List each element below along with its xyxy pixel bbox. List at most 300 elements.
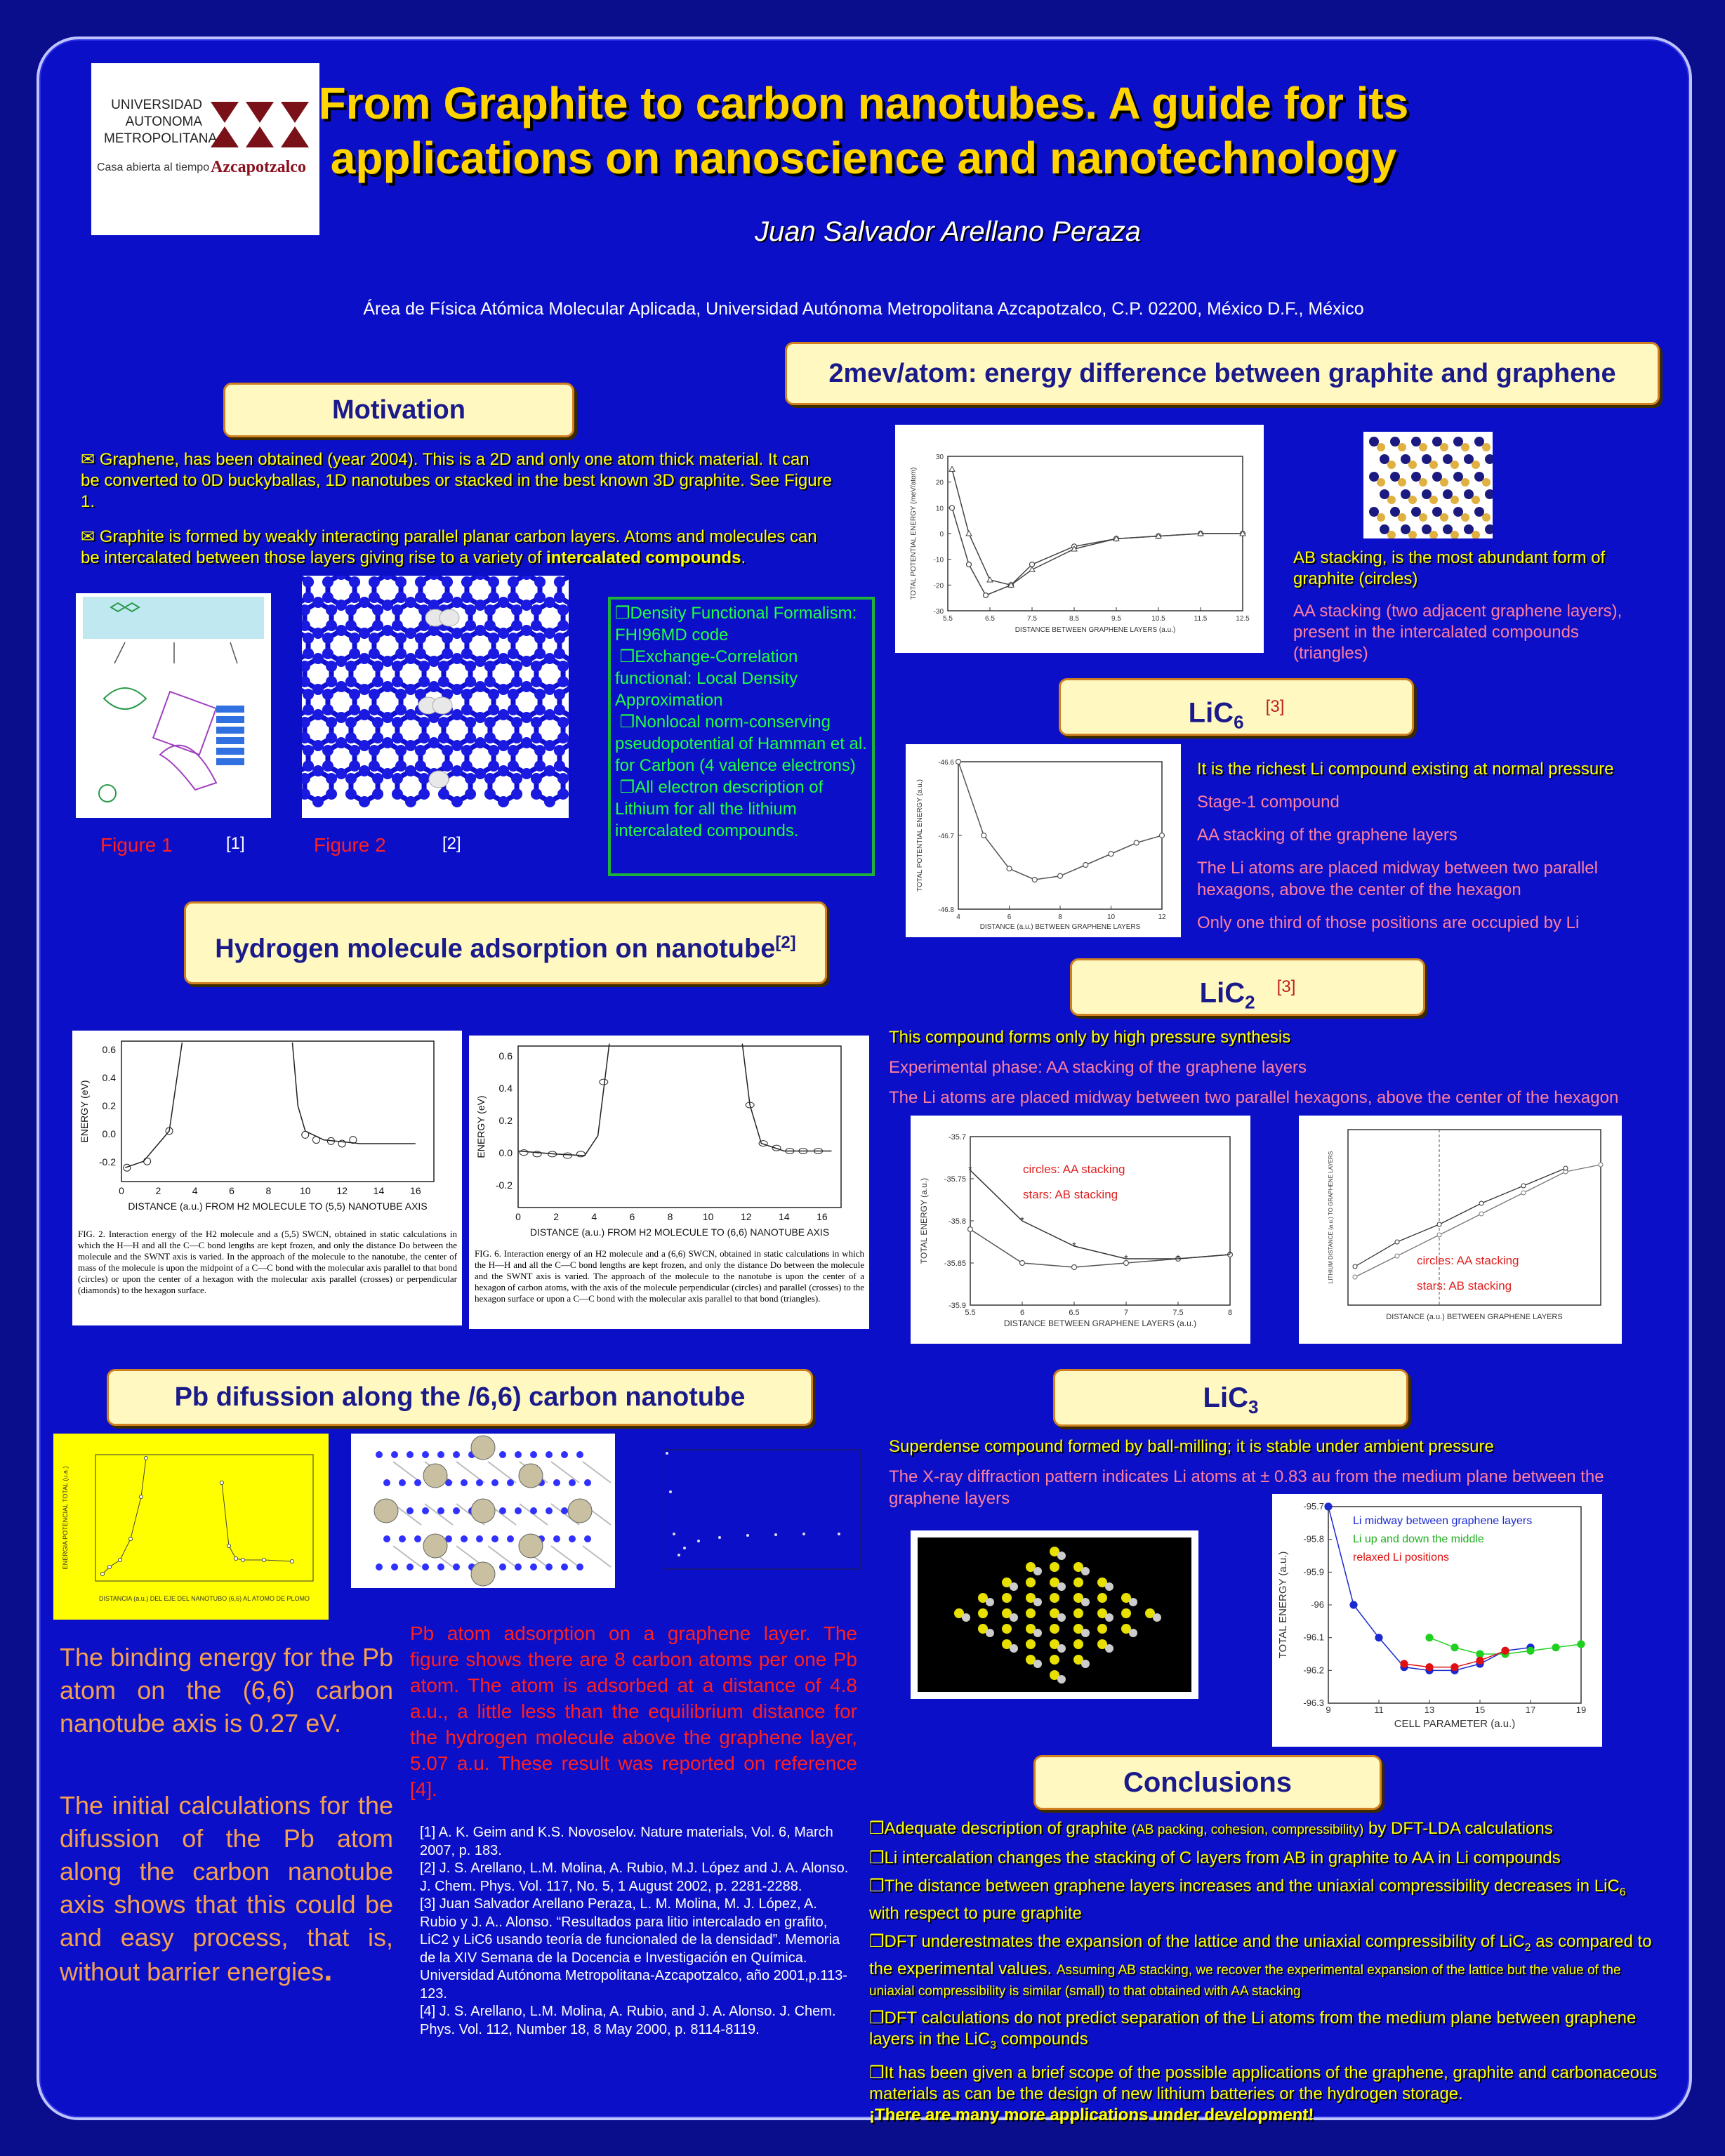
carbon-atom-layer-b [1450,461,1459,469]
tick-label: 15 [1474,1705,1486,1715]
tick-label: -10 [933,556,944,564]
checkbox-icon: ❒ [869,2063,885,2083]
carbon-atom [405,709,416,720]
carbon-atom [322,648,333,659]
data-point [1134,840,1139,845]
data-point [1375,1634,1382,1641]
carbon-atom [428,681,439,692]
carbon-atom [461,704,472,715]
conclusion-5-end: compounds [996,2029,1088,2049]
lithium-atom [1057,1675,1066,1684]
carbon-atom [372,620,383,631]
data-point [1401,1660,1408,1667]
data-point [1599,1163,1603,1167]
carbon-atom [428,625,439,636]
data-point [1451,1644,1458,1651]
carbon-atom-layer-b [1440,513,1448,522]
data-point [227,1545,231,1548]
y-axis-label: TOTAL ENERGY (a.u.) [1277,1551,1289,1659]
series-line [103,1458,146,1574]
y-axis-label: ENERGIA POTENCIAL TOTAL (u.a.) [62,1466,69,1570]
carbon-atom [392,620,403,631]
tick-label: 10.5 [1151,615,1165,623]
checkbox-icon: ❒ [869,2008,885,2028]
carbon-atom [453,1451,460,1458]
lithium-atom [1033,1567,1042,1575]
carbon-atom [544,653,555,664]
envelope-icon: ✉ [81,527,100,546]
carbon-atom [1050,1562,1059,1572]
carbon-atom [534,760,546,772]
tick-label: 5.5 [965,1309,976,1317]
lic6-heading-text: LiC [1188,697,1234,729]
carbon-atom [453,1563,460,1570]
carbon-atom [511,620,522,631]
plot-frame [958,762,1162,909]
carbon-atom [498,653,509,664]
carbon-atom [521,625,532,636]
university-logo [91,63,319,235]
carbon-atom [369,704,380,715]
carbon-atom [345,604,357,616]
carbon-atom [451,628,463,639]
carbon-atom [507,1535,514,1542]
carbon-atom [349,689,360,700]
carbon-atom [499,1451,506,1458]
carbon-atom-layer-b [1419,443,1427,451]
hydrogen-heading [184,901,827,984]
carbon-atom [437,1507,444,1514]
lithium-atom [1057,1582,1066,1591]
carbon-atom [554,760,565,772]
carbon-atom-layer-b [1461,478,1469,487]
data-point [263,1559,266,1562]
carbon-atom [488,760,499,772]
carbon-atom [442,576,453,588]
lic2-line3: The Li atoms are placed midway between two parallel hexagons, above the center of the hexagon [889,1088,1619,1107]
checkbox-icon: ❒ [615,713,635,732]
carbon-atom [498,796,509,807]
carbon-atom [534,745,546,756]
carbon-atom [369,633,380,644]
lithium-atom [1010,1613,1018,1622]
lithium-atom [1081,1629,1090,1637]
carbon-atom [561,1563,568,1570]
carbon-atom [369,648,380,659]
carbon-atom [303,648,314,659]
hydrogen-figure-b [469,1036,869,1329]
carbon-atom [531,773,542,784]
logo-campus: Azcapotzalco [211,158,306,176]
carbon-atom [437,1451,444,1458]
carbon-atom [475,656,486,667]
lic6-text [1197,758,1674,934]
carbon-atom [405,740,416,751]
carbon-atom [488,704,499,715]
motivation-bullet1-text: Graphene, has been obtained (year 2004). This is a 2D and only one atom thick material. It can be converted to 0D buckyballas, 1D nanotubes or stacked in the best known 3D graphite. See Figure 1. [81,450,832,511]
carbon-atom [484,732,496,743]
carbon-atom [438,732,449,743]
carbon-atom [382,681,393,692]
carbon-atom [1002,1624,1012,1634]
conclusion-3 [869,1876,1659,1924]
carbon-atom [484,604,496,616]
pb-structure-image [351,1434,615,1588]
lead-atom [568,1499,592,1523]
carbon-atom [531,620,542,631]
tick-label: -46.6 [938,759,954,767]
carbon-atom [544,765,555,776]
carbon-atom [1073,1578,1083,1587]
carbon-atom [461,1479,468,1486]
carbon-atom-layer-b [1387,461,1396,469]
carbon-atom [530,1451,537,1458]
carbon-atom [465,604,476,616]
conclusion-6-bold: ¡There are many more applications under development! [869,2105,1314,2125]
data-point [1058,873,1063,878]
data-point [600,1079,608,1085]
carbon-atom [1002,1593,1012,1603]
data-point [1552,1644,1559,1651]
tick-label: 7 [1123,1309,1129,1317]
lead-atom [423,1464,447,1488]
carbon-atom [530,1563,537,1570]
carbon-atom [326,676,337,687]
data-point [563,1153,571,1158]
carbon-atom-layer-b [1398,443,1406,451]
data-point [129,1537,133,1541]
legend-stars: stars: AB stacking [1023,1188,1118,1201]
lic3-heading [1053,1369,1408,1427]
carbon-atom [395,760,407,772]
carbon-atom-layer-b [1440,478,1448,487]
carbon-atom [322,633,333,644]
data-point [520,1150,528,1156]
lithium-atom [962,1613,970,1622]
series-line [1355,1168,1566,1267]
carbon-atom [442,745,453,756]
carbon-atom [475,600,486,611]
carbon-atom [576,1563,583,1570]
tick-label: 11 [1374,1705,1384,1715]
carbon-atom [531,676,542,687]
carbon-atom [418,732,430,743]
data-point: * [1228,1248,1232,1259]
carbon-atom [345,717,357,728]
lithium-atom [1010,1582,1018,1591]
lead-atom [519,1464,543,1488]
data-point [673,1533,675,1535]
tick-label: -35.85 [944,1259,966,1268]
carbon-atom [569,1535,576,1542]
data-point [683,1547,686,1549]
carbon-atom [418,717,430,728]
lic6-heading-sub: 6 [1234,711,1244,733]
data-point [666,1452,668,1455]
tick-label: 6 [1019,1309,1025,1317]
carbon-atom [372,717,383,728]
carbon-atom [395,745,407,756]
lithium-atom [1033,1598,1042,1606]
carbon-atom [531,661,542,672]
graphite-energy-plot [895,425,1264,653]
carbon-atom [1050,1624,1059,1634]
carbon-atom [484,788,496,800]
logo-line2: AUTONOMA [125,114,202,129]
carbon-atom [303,745,314,756]
data-point [1521,1191,1526,1195]
carbon-atom [326,604,337,616]
carbon-atom [554,592,565,603]
carbon-atom [405,765,416,776]
tick-label: 0.4 [498,1082,513,1094]
hydrogen-atom [429,771,449,788]
carbon-atom [418,661,430,672]
data-point [697,1540,700,1542]
hydrogen-atom [432,697,452,714]
figure1-label: Figure 1 [100,834,173,856]
carbon-atom [383,1535,390,1542]
carbon-atom [557,604,569,616]
motivation-heading: Motivation [223,383,574,437]
carbon-atom-layer-b [1482,443,1491,451]
data-point [838,1533,840,1535]
tick-label: 17 [1525,1705,1536,1715]
carbon-atom [345,620,357,631]
data-point [1109,852,1113,857]
carbon-atom [1026,1608,1036,1618]
carbon-atom [1121,1608,1131,1618]
carbon-atom [312,740,324,751]
carbon-atom [576,1451,583,1458]
motivation-bullet2 [81,527,832,569]
carbon-atom [407,1563,414,1570]
carbon-atom [498,765,509,776]
lithium-atom [1033,1660,1042,1668]
carbon-atom-layer-b [1450,496,1459,504]
tick-label: -0.2 [495,1179,513,1191]
lic2-energy-plot [911,1116,1250,1344]
carbon-atom [511,773,522,784]
conclusion-1-small: (AB packing, cohesion, compressibility) [1131,1823,1364,1837]
carbon-atom [451,765,463,776]
y-axis-label: ENERGY (eV) [79,1080,90,1143]
carbon-atom [511,676,522,687]
carbon-atom [511,788,522,800]
data-point [949,466,955,471]
carbon-atom [392,661,403,672]
carbon-atom [461,745,472,756]
data-point [1564,1166,1568,1170]
carbon-atom [369,760,380,772]
lithium-atom [1105,1613,1113,1622]
lithium-atom [1033,1629,1042,1637]
carbon-atom [442,633,453,644]
lic3-heading-sub: 3 [1248,1396,1259,1417]
carbon-atom [534,576,546,588]
carbon-atom [484,773,496,784]
graphite-heading: 2mev/atom: energy difference between graphite and graphene [785,342,1660,405]
x-axis-label: CELL PARAMETER (a.u.) [1394,1718,1516,1730]
data-point [987,577,993,582]
carbon-atom [405,796,416,807]
carbon-atom [359,597,370,608]
lic2-ref: [3] [1276,977,1296,996]
series-line [958,762,1162,880]
data-point [576,1151,585,1157]
lead-atom [471,1436,495,1460]
carbon-atom [312,628,324,639]
lithium-atom [1057,1644,1066,1653]
carbon-atom [349,704,360,715]
data-point [1020,1261,1025,1266]
author-name: Juan Salvador Arellano Peraza [755,216,1141,247]
carbon-atom [391,1563,398,1570]
tick-label: 5.5 [943,615,953,623]
tick-label: 0.6 [498,1050,513,1062]
data-point [1437,1222,1441,1226]
lic3-line2: The X-ray diffraction pattern indicates Li atoms at ± 0.83 au from the medium plane between the graphene layers [889,1467,1604,1508]
lead-atom [374,1499,398,1523]
lic6-line3: AA stacking of the graphene layers [1197,826,1458,845]
carbon-atom [465,676,476,687]
carbon-atom [407,1451,414,1458]
series-line [125,1043,182,1168]
plot-frame [970,1137,1230,1305]
data-point [1476,1651,1483,1658]
carbon-atom [382,712,393,723]
tick-label: 0 [939,531,944,538]
figure2-ref: [2] [442,834,461,853]
tick-label: 19 [1575,1705,1587,1715]
legend-relaxed: relaxed Li positions [1353,1552,1449,1563]
carbon-atom [359,740,370,751]
data-point: * [1072,1240,1076,1251]
carbon-atom [531,788,542,800]
data-point [242,1559,245,1562]
carbon-atom [557,676,569,687]
data-point [678,1554,680,1556]
tick-label: 13 [1424,1705,1435,1715]
figure2-label: Figure 2 [314,834,386,856]
lead-atom [423,1534,447,1558]
tick-label: -96 [1311,1599,1324,1610]
carbon-atom [372,773,383,784]
carbon-atom [488,576,499,588]
tick-label: 14 [373,1185,385,1196]
conclusions-heading: Conclusions [1033,1755,1382,1810]
carbon-atom [395,689,407,700]
carbon-atom [438,788,449,800]
checkbox-icon: ❒ [869,1849,885,1867]
carbon-atom [312,653,324,664]
carbon-atom-layer-b [1461,513,1469,522]
carbon-atom [475,712,486,723]
carbon-atom [326,661,337,672]
data-point [1479,1201,1483,1205]
carbon-atom [382,656,393,667]
carbon-atom [372,661,383,672]
tick-label: 4 [591,1211,597,1222]
methods-box [608,597,875,876]
carbon-atom [359,684,370,695]
carbon-atom [476,1479,483,1486]
tick-label: 0 [119,1185,124,1196]
motivation-bullet2-text: Graphite is formed by weakly interacting parallel planar carbon layers. Atoms and molecules can be intercalated between those layers giving rise to a variety of [81,527,817,567]
conclusion-5 [869,2008,1659,2056]
carbon-atom [428,656,439,667]
tick-label: 12 [1158,913,1166,921]
lic2-heading [1070,958,1425,1016]
data-point: * [1176,1252,1180,1264]
carbon-atom [521,656,532,667]
carbon-atom [414,1535,421,1542]
carbon-atom [382,600,393,611]
pb-initial-end: . [324,1953,333,1988]
carbon-atom [422,1451,429,1458]
data-point [1029,567,1035,571]
data-point [1527,1647,1534,1654]
carbon-atom [326,732,337,743]
tick-label: -35.8 [948,1217,966,1226]
conclusion-4 [869,1931,1659,2001]
lic2-distance-plot [1299,1116,1622,1344]
bond [393,1546,421,1567]
tick-label: 0.6 [102,1044,116,1055]
carbon-atom [359,796,370,807]
series-line [1328,1507,1531,1670]
data-point [1451,1664,1458,1671]
carbon-atom [530,1507,537,1514]
data-point [950,505,955,510]
carbon-atom [584,1479,591,1486]
carbon-atom [415,760,426,772]
carbon-atom [451,597,463,608]
legend-circles: circles: AA stacking [1417,1254,1519,1267]
carbon-atom [405,653,416,664]
conclusion-1 [869,1818,1659,1841]
carbon-atom [1050,1593,1059,1603]
carbon-atom [557,717,569,728]
aa-stacking-text: AA stacking (two adjacent graphene layers), present in the intercalated compounds (triangles) [1293,602,1622,663]
carbon-atom [508,592,519,603]
tick-label: -0.2 [98,1156,116,1168]
data-point [1160,833,1165,838]
carbon-atom [508,760,519,772]
carbon-atom [499,1507,506,1514]
carbon-atom [418,773,430,784]
carbon-atom [369,689,380,700]
carbon-atom [554,576,565,588]
carbon-atom [507,1479,514,1486]
methods-item1-text: Density Functional Formalism: FHI96MD code [615,604,857,644]
tick-label: -96.3 [1303,1698,1324,1708]
plot-frame [518,1046,841,1208]
motivation-bullet2-end: . [741,548,746,567]
carbon-atom [498,709,509,720]
lic6-line2: Stage-1 compound [1197,793,1340,812]
lithium-atom [1081,1598,1090,1606]
legend-circles: circles: AA stacking [1023,1163,1125,1176]
methods-item4-text: All electron description of Lithium for all the lithium intercalated compounds. [615,778,824,840]
hydrogen-figure-a [72,1031,462,1325]
carbon-atom [312,796,324,807]
conclusion-1-end: by DFT-LDA calculations [1363,1819,1553,1838]
tick-label: 8.5 [1069,615,1079,623]
carbon-atom [312,709,324,720]
carbon-atom [336,768,347,779]
tick-label: 2 [553,1211,560,1222]
